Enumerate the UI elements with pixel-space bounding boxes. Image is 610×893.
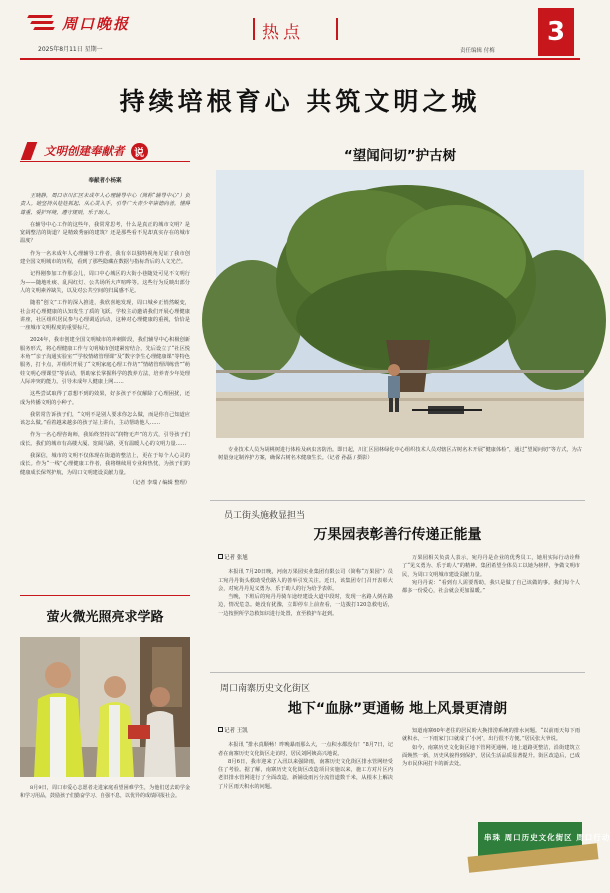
tree-caption: 专业技术人员为胡桃树进行体检及病虫害防治。即日起，川汇区园林绿化中心组织技术人员对辖区古树名木开展“健康体检”，通过“望闻问切”等方式，为古树量身定制养护方案，确保古树名木健康生长。（记者 孙磊 / 摄影） [218,447,582,462]
column-paragraph: 随着“创文”工作的深入推进，我欣喜地发现，周口城乡正悄然蜕变，社会对心理健康的认知发生了质的飞跃。学校主动邀请我们开展心理健康讲座，社区组织居民参与心理调适活动，这种对心理健康的重视，恰恰是一座城市文明程度的重要标尺。 [20,300,190,332]
street-paragraph: 知道南寨60年老住的居民盼大换排涝系统的排水问题。“以前雨天每下雨就积水，一下雨家门口就成了‘小河’，出行很不方便。”居民张大爷说。 [402,728,580,743]
donation-reporter [218,554,393,562]
masthead-rule [20,58,580,60]
reporter-box-icon [218,727,223,732]
donation-paragraph: 本报讯 7月20日晚，河南万果园实业集团有限公司（简称“万果园”）员工宛丹丹街头救助受伤路人的善举引发关注。近日，该集团专门召开表彰大会，对宛丹丹见义勇为、乐于助人的行为给予表彰。 [218,569,393,592]
rubric-title: 文明创建奉献者 [44,144,125,158]
column-paragraph: 记得刚参加工作那会儿，周口中心城区的大街小巷随处可见不文明行为——随地吐痰、乱闯红灯、公共场所大声喧哗等。这些行为反映出部分人的文明素养缺失，以及对公共空间的归属感不足。 [20,271,190,294]
donation-paragraph: 当晚，下班后的宛丹丹骑车途经建设大道中段时，发现一名路人倒在路边，情况危急。她没有犹豫，立即停车上前查看，一边拨打120急救电话，一边按照所学急救知识进行处置，直至救护车赶到。 [218,594,393,617]
editor-credit: 责任编辑 付梅 [460,48,495,54]
volunteer-photo-illustration [20,637,190,777]
column-paragraph: 作为一名心理咨询师，我始终坚持以“润物无声”的方式，引导孩子们成长。我们的城市有高楼大厦、宽阔马路，更有温暖人心的文明力量…… [20,432,190,447]
campaign-banner-text: 串珠 周口历史文化街区 周口行动 [484,833,610,842]
masthead [0,0,600,62]
rubric-badge: 说 [131,143,148,160]
paper-logo[interactable] [28,12,130,34]
column-paragraph: 我深信，城市的文明不仅体现在街道的整洁上，更在于每个人心灵的成长。作为“一线”心理健康工作者，我将继续用专业和热忱，为孩子们的健康成长保驾护航，为周口文明建设贡献力量。 [20,453,190,476]
street-article-col2 [402,727,580,768]
donation-paragraph: 万果园相关负责人表示，宛丹丹是企业的优秀员工，她用实际行动诠释了“见义勇为、乐于助人”的精神。集团希望全体员工以她为榜样，争做文明市民，为周口文明城市建设贡献力量。 [402,555,580,578]
rubric-slash-icon [21,142,38,160]
column-paragraph: 作为一名未成年人心理辅导工作者，我有幸以独特视角见证了我市创建全国文明城市的历程，看到了那些隐藏在数据与指标背后的人文光芒。 [20,250,190,266]
column-signoff: （记者 李瑞 / 编辑 整理） [129,479,190,486]
ancient-tree-illustration [216,170,584,438]
logo-stripes-icon [28,12,58,34]
story-separator [210,672,585,673]
street-reporter-name: 记者 王凯 [224,728,248,734]
donation-headline: 万果园表彰善行传递正能量 [313,527,482,543]
paper-name: 周口晚报 [62,14,131,33]
banner-sash [468,843,599,873]
volunteer-photo[interactable] [20,637,190,777]
street-paragraph: 8月6日，我市迎来了入汛以来强降雨，南寨历史文化街区排水管网经受住了考验。据了解，南寨历史文化街区改造项目实施以来，施工方对片区内老旧排水管网进行了全面改造，新铺设雨污分流管道数千米，从根本上解决了片区雨天积水的问题。 [218,758,393,790]
street-headline: 地下“血脉”更通畅 地上风景更清朗 [287,701,508,717]
donation-paragraph: 宛丹丹说：“看到有人需要帮助，我只是做了自己该做的事。我们每个人都多一份爱心，社会就会更加温暖。” [402,579,580,595]
issue-date: 2025年8月11日 星期一 [38,46,103,53]
column-rubric [20,140,190,162]
street-paragraph: 如今，南寨历史文化街区地下管网更通畅，地上道路更整洁，沿街建筑立面焕然一新，历史风貌得到保护，居民生活品质显著提升。街区改造后，已成为市民休闲打卡的新去处。 [402,744,580,768]
campaign-banner [478,822,610,858]
column-byline: 奉献者小杨案 [88,178,122,184]
main-headline: 持续培根育心 共筑文明之城 [119,87,481,116]
street-article-col1 [218,727,393,791]
donation-article-col1 [218,554,393,618]
column-paragraph: 2024年，我市创建全国文明城市的冲刺阶段，我们辅导中心积极创新服务形式，将心理健康工作与文明城市创建紧密结合，先后设立了“社区悦本角”“亲子沟通实验室”“学校情绪管理课”及“数字孪生心理健康课”等特色服务，打卡点，并组织开展了“文明家庭心理工作坊”“情绪管理训练营”“萌娃文明心理课堂”等活动，帮助家长掌握科学的教养方法，培养青少年处理人际冲突的能力。引导未成年人健康上网…… [20,337,190,385]
street-reporter [218,727,393,735]
volunteer-caption: 8月9日，周口市爱心志愿者走进家庭看望困难学生，为他们送去助学金和学习用品，鼓励孩子们勤奋学习、自强不息，以优异的成绩回报社会。 [20,785,190,799]
column-lead: 王晓静，周口市川汇区未成年人心理辅导中心（简称“辅导中心”）负责人。她坚持从娃娃抓起、从心灵入手，引导广大青少年崇德向善，懂得尊重、爱护环境，遵守规则，乐于助人。 [20,193,190,216]
section-divider-right [336,18,338,40]
donation-kicker: 员工街头施救显担当 [224,511,306,521]
donation-article-col2 [402,554,580,595]
section-name: 热点 [262,23,304,43]
column-article [20,140,190,486]
section-divider-left [253,18,255,40]
ancient-tree-photo[interactable] [216,170,584,438]
street-paragraph: 本报讯 “排水真顺畅！昨晚暴雨那么大，一点积水都没有！”8月7日，记者在南寨历史文化街区走访时，居民刘阿姨高兴地说。 [218,742,393,757]
column-paragraph: 我常常告诉孩子们，“文明不是别人要求你怎么做，而是你自己知道应该怎么做。”看着越来越多的孩子站上讲台，主动帮助他人…… [20,411,190,427]
column-paragraph: 这些尝试取得了意想不到的效果，好多孩子不仅解除了心理困扰，还成为传播文明的小种子。 [20,391,190,406]
page-number: 3 [538,8,574,56]
story-separator [210,500,585,501]
donation-reporter-name: 记者 张旭 [224,555,248,561]
column-paragraph: 在辅导中心工作的这些年，我常常思考，什么是真正的城市文明？是宽阔整洁的街道？是精致秀丽的建筑？还是那些看不见却真实存在的城市温度？ [20,221,190,245]
firefly-rule [20,595,190,596]
tree-headline: “望闻问切”护古树 [343,148,457,164]
reporter-box-icon [218,554,223,559]
firefly-headline: 萤火微光照亮求学路 [46,610,164,625]
rubric-underline [20,161,190,162]
street-kicker: 周口南寨历史文化街区 [220,684,311,694]
